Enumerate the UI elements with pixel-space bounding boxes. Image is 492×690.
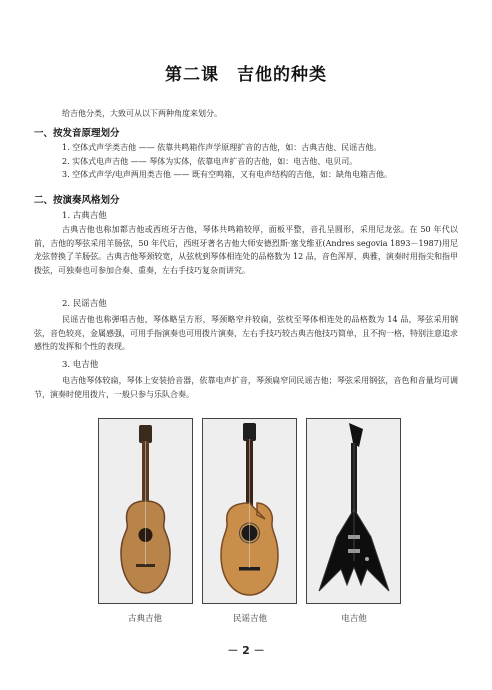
classical-heading: 1. 古典吉他 xyxy=(62,211,107,221)
folk-paragraph: 民谣吉他也称弹唱吉他，琴体略呈方形，琴颈略窄并较扁，弦枕至琴体相连处的品格数为 14 品，琴弦采用钢弦，音色较亮，金属感强，可用手指演奏也可用拨片演奏，左右手技巧较古典吉他技巧简单，且不拘一格，特别注意追求感性的发挥和个性的表现。 xyxy=(34,315,458,352)
electric-guitar-image xyxy=(306,418,401,604)
page-number: － 2 － xyxy=(227,644,265,657)
page-title xyxy=(0,60,492,85)
list-item: 2. 实体式电声吉他 —— 琴体为实体，依靠电声扩音的吉他，如：电吉他、电贝司。 xyxy=(62,156,358,166)
folk-guitar-image xyxy=(202,418,297,604)
electric-paragraph: 电吉他琴体较扁，琴体上安装拾音器，依靠电声扩音，琴颈扁窄同民谣吉他；琴弦采用钢弦，音色和音量均可调节，演奏时使用拨片，一般只参与乐队合奏。 xyxy=(34,376,458,399)
folk-heading: 2. 民谣吉他 xyxy=(62,299,107,309)
lesson-topic: 吉他的种类 xyxy=(237,65,327,85)
intro-text: 给吉他分类，大致可从以下两种角度来划分。 xyxy=(62,109,222,118)
section2-heading: 二、按演奏风格划分 xyxy=(34,195,120,206)
electric-heading: 3. 电吉他 xyxy=(62,360,99,370)
list-item: 3. 空体式声学/电声两用类吉他 —— 既有空鸣箱，又有电声结构的吉他，如：缺角电箱吉他。 xyxy=(62,170,392,179)
classical-guitar-image xyxy=(98,418,193,604)
electric-caption: 电吉他 xyxy=(341,614,367,624)
section1-heading: 一、按发音原理划分 xyxy=(34,128,120,139)
lesson-number: 第二课 xyxy=(165,65,219,85)
classical-caption: 古典吉他 xyxy=(127,614,162,624)
section1-list xyxy=(62,141,392,182)
classical-paragraph: 古典吉他也称加都吉他或西班牙吉他，琴体共鸣箱较厚，面板平整，音孔呈圆形，采用尼龙弦。在 50 年代以前，吉他的琴弦采用羊肠弦，50 年代后，西班牙著名吉他大师安德烈斯·塞戈维亚(Andres segovia 1893－1987)用尼龙弦替换了羊肠弦。古典吉他琴颈较宽，从弦枕到琴体相连处的品格数为 12 品，音色浑厚、典雅，演奏时用指尖和指甲拨弦，可独奏也可参加合奏、重奏，左右手技巧复杂而讲究。 xyxy=(34,225,458,275)
list-item: 1. 空体式声学类吉他 —— 依靠共鸣箱作声学原理扩音的吉他，如：古典吉他、民谣吉他。 xyxy=(62,143,382,152)
folk-caption: 民谣吉他 xyxy=(232,614,267,624)
